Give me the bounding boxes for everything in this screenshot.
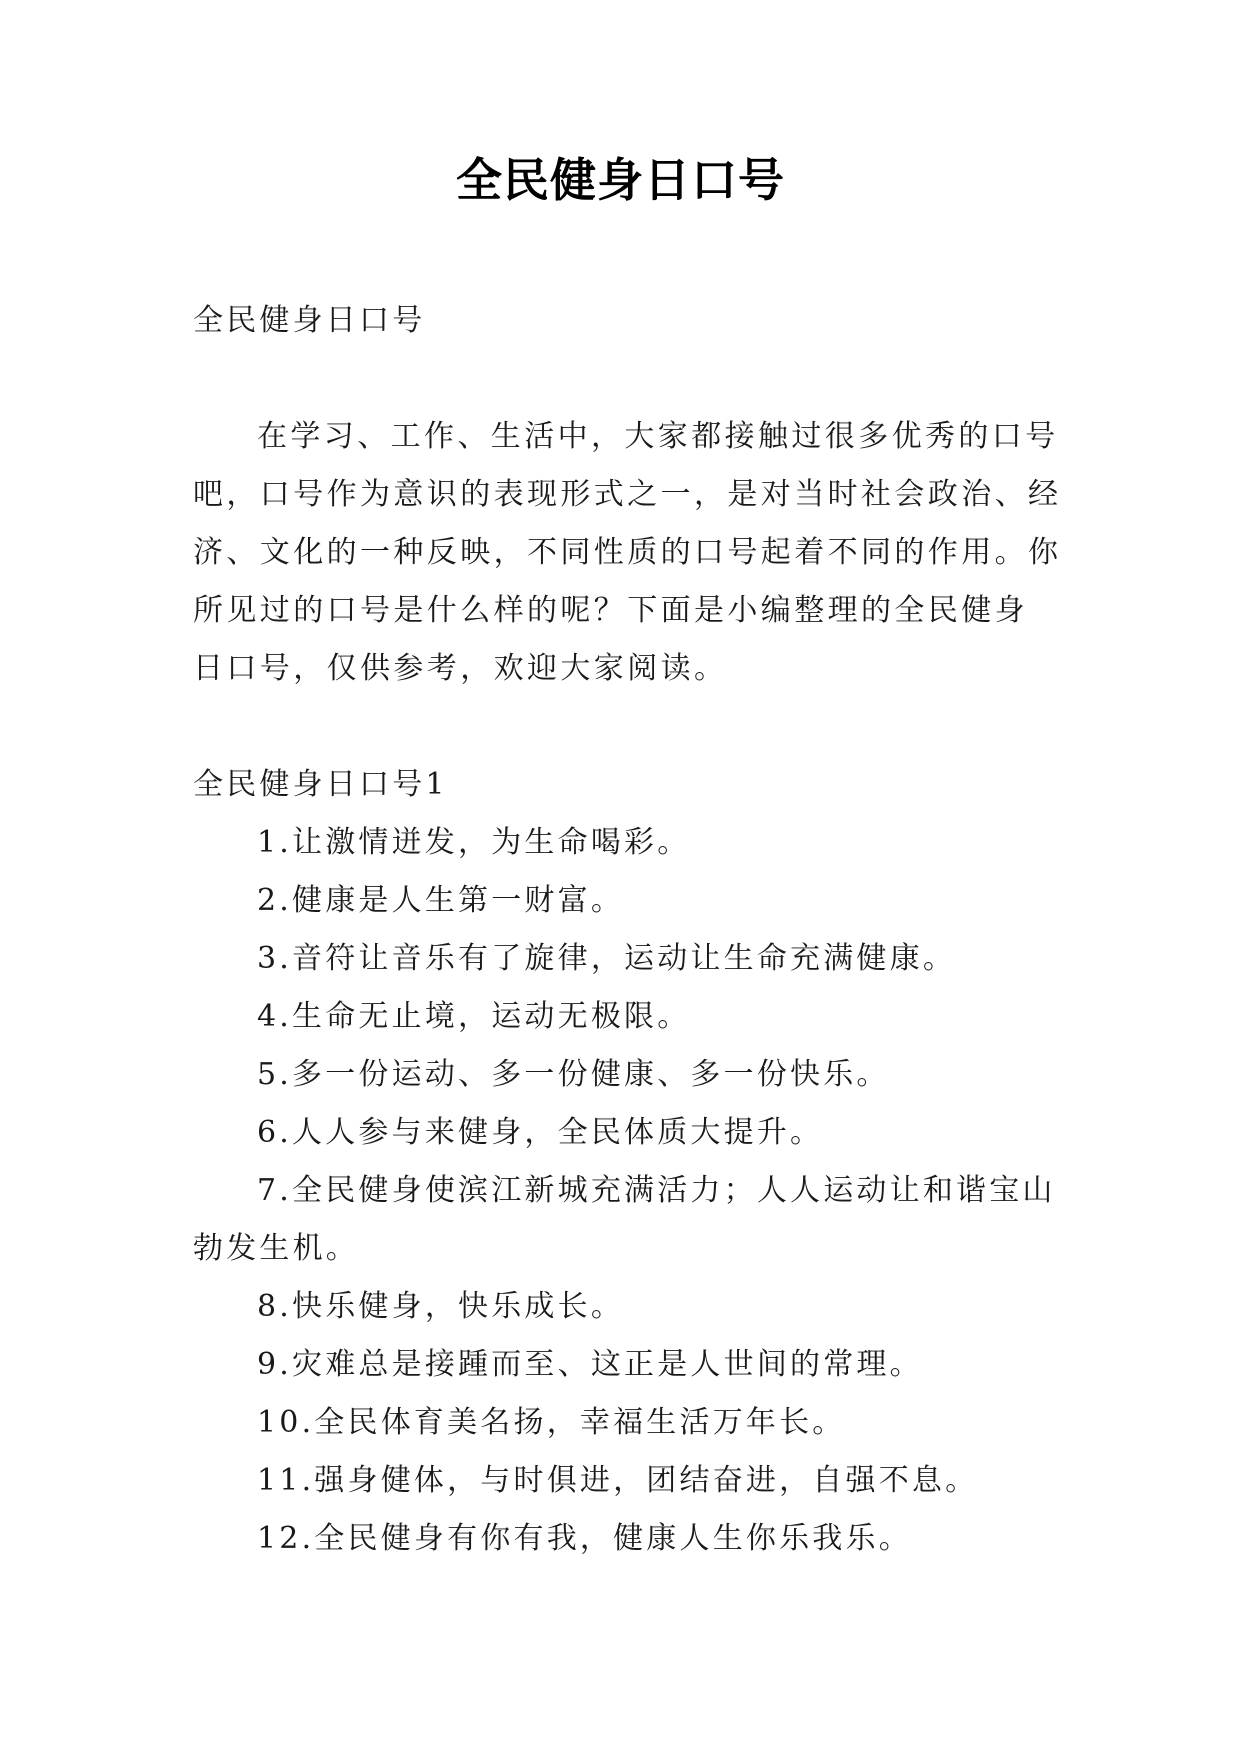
spacer bbox=[193, 350, 1063, 408]
intro-line: 吧，口号作为意识的表现形式之一，是对当时社会政治、经 bbox=[193, 477, 1062, 512]
intro-line: 所见过的口号是什么样的呢？下面是小编整理的全民健身 bbox=[193, 593, 1028, 628]
slogan-item: 4.生命无止境，运动无极限。 bbox=[257, 999, 691, 1034]
intro-line: 济、文化的一种反映，不同性质的口号起着不同的作用。你 bbox=[193, 535, 1062, 570]
slogan-item: 1.让激情迸发，为生命喝彩。 bbox=[257, 825, 691, 860]
slogan-item: 7.全民健身使滨江新城充满活力；人人运动让和谐宝山 bbox=[257, 1173, 1056, 1208]
slogan-item: 10.全民体育美名扬，幸福生活万年长。 bbox=[257, 1405, 846, 1440]
document-title: 全民健身日口号 bbox=[456, 153, 785, 207]
slogan-item: 3.音符让音乐有了旋律，运动让生命充满健康。 bbox=[257, 941, 957, 976]
document-body bbox=[193, 292, 1063, 1568]
intro-line: 日口号，仅供参考，欢迎大家阅读。 bbox=[193, 651, 728, 686]
section-heading: 全民健身日口号1 bbox=[193, 767, 448, 802]
spacer bbox=[193, 698, 1063, 756]
slogan-item: 8.快乐健身，快乐成长。 bbox=[257, 1289, 625, 1324]
slogan-item: 9.灾难总是接踵而至、这正是人世间的常理。 bbox=[257, 1347, 923, 1382]
slogan-item: 6.人人参与来健身，全民体质大提升。 bbox=[257, 1115, 824, 1150]
document-subtitle: 全民健身日口号 bbox=[193, 303, 426, 338]
slogan-list bbox=[193, 814, 1063, 1568]
intro-paragraph bbox=[193, 408, 1063, 698]
slogan-item: 2.健康是人生第一财富。 bbox=[257, 883, 625, 918]
slogan-item: 11.强身健体，与时俱进，团结奋进，自强不息。 bbox=[257, 1463, 979, 1498]
slogan-item: 5.多一份运动、多一份健康、多一份快乐。 bbox=[257, 1057, 890, 1092]
slogan-item: 12.全民健身有你有我，健康人生你乐我乐。 bbox=[257, 1521, 912, 1556]
intro-line: 在学习、工作、生活中，大家都接触过很多优秀的口号 bbox=[257, 419, 1059, 454]
slogan-item-continuation: 勃发生机。 bbox=[193, 1231, 359, 1266]
